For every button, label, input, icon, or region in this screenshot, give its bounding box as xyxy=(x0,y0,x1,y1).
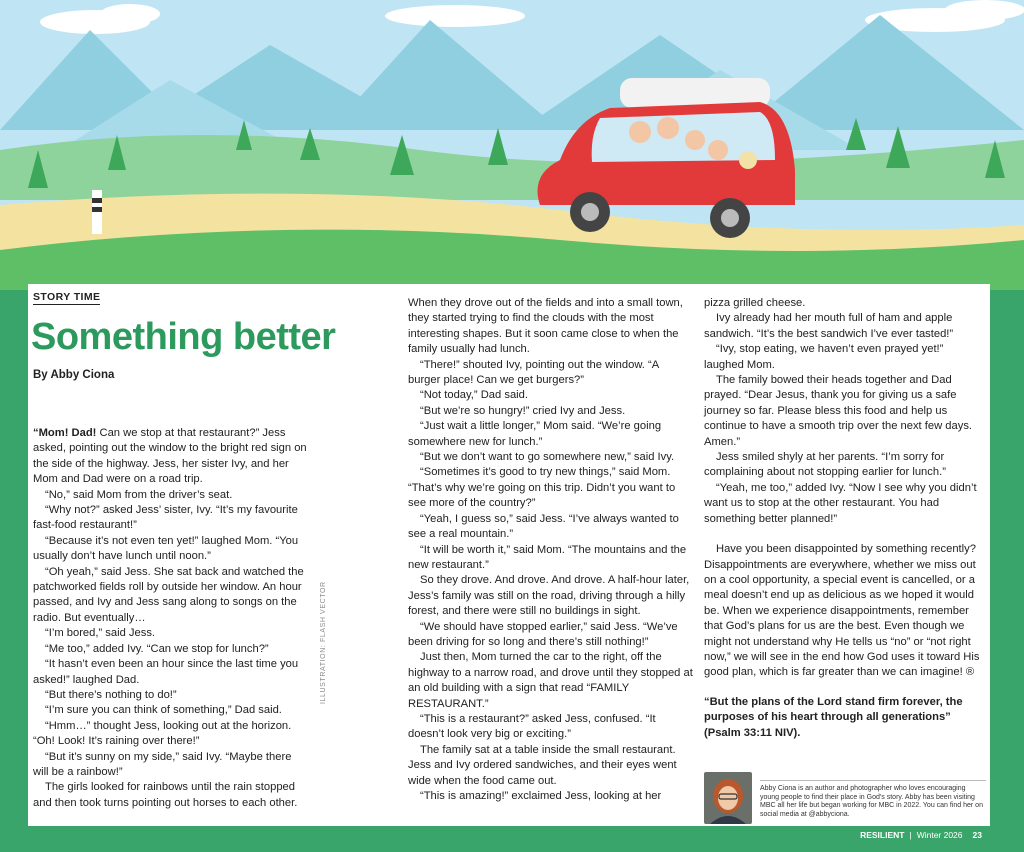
story-paragraph xyxy=(408,650,693,712)
story-paragraph xyxy=(408,419,693,450)
author-bio-text: Abby Ciona is an author and photographer who loves encouraging young people to find their place in God’s story. Abby has been visiting MBC all her life but began working for MBC in 2022. You can find her on social media at @abbyciona. xyxy=(760,780,986,819)
story-paragraph xyxy=(704,481,984,527)
story-paragraph xyxy=(704,342,984,373)
story-paragraph xyxy=(33,688,310,703)
paragraph-text: “Hmm…” thought Jess, looking out at the horizon. “Oh! Look! It’s raining over there!” xyxy=(33,719,292,748)
story-paragraph xyxy=(408,512,693,543)
story-paragraph xyxy=(704,296,984,311)
story-paragraph xyxy=(33,703,310,718)
paragraph-text: “We should have stopped earlier,” said Jess. “We’ve been driving for so long and there’s still nothing!” xyxy=(408,620,678,648)
story-paragraph xyxy=(704,450,984,481)
paragraph-text: “But we don’t want to go somewhere new,” said Ivy. xyxy=(420,451,675,464)
story-paragraph xyxy=(408,465,693,511)
story-paragraph xyxy=(33,780,310,811)
paragraph-text: “Yeah, me too,” added Ivy. “Now I see why you didn’t want us to stop at the other restaurant. You had something better planned!” xyxy=(704,481,977,525)
paragraph-text: “Because it’s not even ten yet!” laughed Mom. “You usually don’t have lunch until noon.” xyxy=(33,534,299,563)
story-paragraph xyxy=(33,426,310,488)
story-paragraph xyxy=(408,296,693,358)
scripture-quote: “But the plans of the Lord stand firm forever, the purposes of his heart through all generations” (Psalm 33:11 NIV). xyxy=(704,695,963,739)
article-page xyxy=(28,284,990,826)
paragraph-text: Can we stop at that restaurant?” Jess asked, pointing out the window to the bright red sign on the side of the highway. Jess, her sister Ivy, and her Mom and Dad were on a road trip. xyxy=(33,427,307,486)
story-column-2 xyxy=(408,296,693,804)
paragraph-text: “No,” said Mom from the driver’s seat. xyxy=(45,488,233,501)
issue-date: Winter 2026 xyxy=(916,830,963,840)
paragraph-text: Have you been disappointed by something recently? Disappointments are everywhere, whether we miss out on a cool opportunity, a special event is cancelled, or a meal doesn’t end up as delicious as we hoped it would be. When we experience disappointments, remember that God’s plans for us are the best. Even though we might not understand why He tells us “no” or “not right now,” we will see in the end how God uses it toward His good plan, which is far greater than we can imagine! ® xyxy=(704,543,980,679)
story-paragraph xyxy=(408,573,693,619)
story-paragraph xyxy=(33,534,310,565)
author-photo xyxy=(704,772,752,824)
paragraph-text: pizza grilled cheese. xyxy=(704,297,806,309)
story-paragraph xyxy=(408,712,693,743)
article-title: Something better xyxy=(31,316,336,358)
magazine-name: RESILIENT xyxy=(860,830,905,840)
illustration-credit: ILLUSTRATION: FLASH VECTOR xyxy=(320,581,327,704)
paragraph-text: “Yeah, I guess so,” said Jess. “I’ve always wanted to see a real mountain.” xyxy=(408,512,679,541)
paragraph-text: “Sometimes it’s good to try new things,” said Mom. “That’s why we’re going on this trip. Didn’t you want to see more of the country?” xyxy=(408,466,676,510)
paragraph-text: The family sat at a table inside the small restaurant. Jess and Ivy ordered sandwiches, and their eyes went wide when the food came out. xyxy=(408,743,677,787)
story-paragraph xyxy=(33,750,310,781)
story-paragraph xyxy=(408,358,693,389)
story-paragraph xyxy=(704,373,984,450)
story-column-1 xyxy=(33,426,310,811)
paragraph-text: Just then, Mom turned the car to the right, off the highway to a narrow road, and drove until they stopped at an old building with a sign that read “FAMILY RESTAURANT.” xyxy=(408,651,693,710)
story-paragraph xyxy=(33,565,310,627)
paragraph-text: “Just wait a little longer,” Mom said. “We’re going somewhere new for lunch.” xyxy=(408,420,662,448)
story-paragraph xyxy=(408,789,693,804)
road-post xyxy=(92,190,102,234)
paragraph-text: “Ivy, stop eating, we haven’t even prayed yet!” laughed Mom. xyxy=(704,343,944,371)
paragraph-text: “I’m sure you can think of something,” Dad said. xyxy=(45,704,282,717)
page-number: 23 xyxy=(972,830,982,840)
story-paragraph xyxy=(33,642,310,657)
paragraph-text: “There!” shouted Ivy, pointing out the window. “A burger place! Can we get burgers?” xyxy=(408,358,659,387)
story-paragraph xyxy=(33,626,310,641)
story-paragraph xyxy=(408,404,693,419)
paragraph-text: “Why not?” asked Jess’ sister, Ivy. “It’s my favourite fast-food restaurant!” xyxy=(33,504,298,532)
paragraph-text: “But we’re so hungry!” cried Ivy and Jess. xyxy=(420,404,626,417)
paragraph-text: “It will be worth it,” said Mom. “The mountains and the new restaurant.” xyxy=(408,543,687,571)
paragraph-text: “It hasn’t even been an hour since the last time you asked!” laughed Dad. xyxy=(33,658,299,686)
story-paragraph xyxy=(408,543,693,574)
paragraph-text: “But there’s nothing to do!” xyxy=(45,688,177,701)
author-bio xyxy=(704,772,989,832)
story-paragraph xyxy=(33,719,310,750)
story-paragraph xyxy=(704,311,984,342)
byline: By Abby Ciona xyxy=(33,369,115,381)
paragraph-text: The family bowed their heads together and Dad prayed. “Dear Jesus, thank you for giving us a safe journey so far. Please bless this food and help us continue to have a smooth trip over the next few days. Amen.” xyxy=(704,374,973,448)
story-paragraph xyxy=(408,450,693,465)
road-trip-illustration xyxy=(0,0,1024,290)
story-paragraph xyxy=(33,503,310,534)
page-footer: RESILIENT | Winter 2026 23 xyxy=(860,830,982,840)
section-label: STORY TIME xyxy=(33,291,101,303)
paragraph-text: Ivy already had her mouth full of ham and apple sandwich. “It’s the best sandwich I’ve ever tasted!” xyxy=(704,312,954,340)
paragraph-text: When they drove out of the fields and into a small town, they started trying to find the clouds with the most interesting shapes. But it soon came close to when the family usually had lunch. xyxy=(408,297,683,356)
paragraph-text: “This is amazing!” exclaimed Jess, looking at her xyxy=(420,790,662,802)
paragraph-text: So they drove. And drove. And drove. A half-hour later, Jess’s family was still on the road, driving through a hilly forest, and there were still no buildings in sight. xyxy=(408,574,690,618)
story-paragraph xyxy=(33,488,310,503)
story-paragraph xyxy=(408,388,693,403)
paragraph-text: “This is a restaurant?” asked Jess, confused. “It doesn’t look very big or exciting.” xyxy=(408,712,656,741)
story-paragraph xyxy=(33,657,310,688)
paragraph-text: “But it’s sunny on my side,” said Ivy. “Maybe there will be a rainbow!” xyxy=(33,750,292,778)
story-column-3 xyxy=(704,296,984,741)
story-paragraph xyxy=(704,542,984,681)
paragraph-text: The girls looked for rainbows until the rain stopped and then took turns pointing out horses to each other. xyxy=(33,781,298,809)
paragraph-text: “Me too,” added Ivy. “Can we stop for lunch?” xyxy=(45,642,269,655)
lead-in: “Mom! Dad! xyxy=(33,427,97,439)
story-paragraph xyxy=(408,620,693,651)
paragraph-text: “Oh yeah,” said Jess. She sat back and watched the patchworked fields roll by outside her window. An hour passed, and Ivy and Jess sang along to songs on the radio. But eventually… xyxy=(33,565,304,624)
paragraph-text: Jess smiled shyly at her parents. “I’m sorry for complaining about not stopping earlier for lunch.” xyxy=(704,451,946,479)
paragraph-text: “I’m bored,” said Jess. xyxy=(45,627,156,640)
paragraph-text: “Not today,” Dad said. xyxy=(420,389,528,402)
story-paragraph xyxy=(408,743,693,789)
